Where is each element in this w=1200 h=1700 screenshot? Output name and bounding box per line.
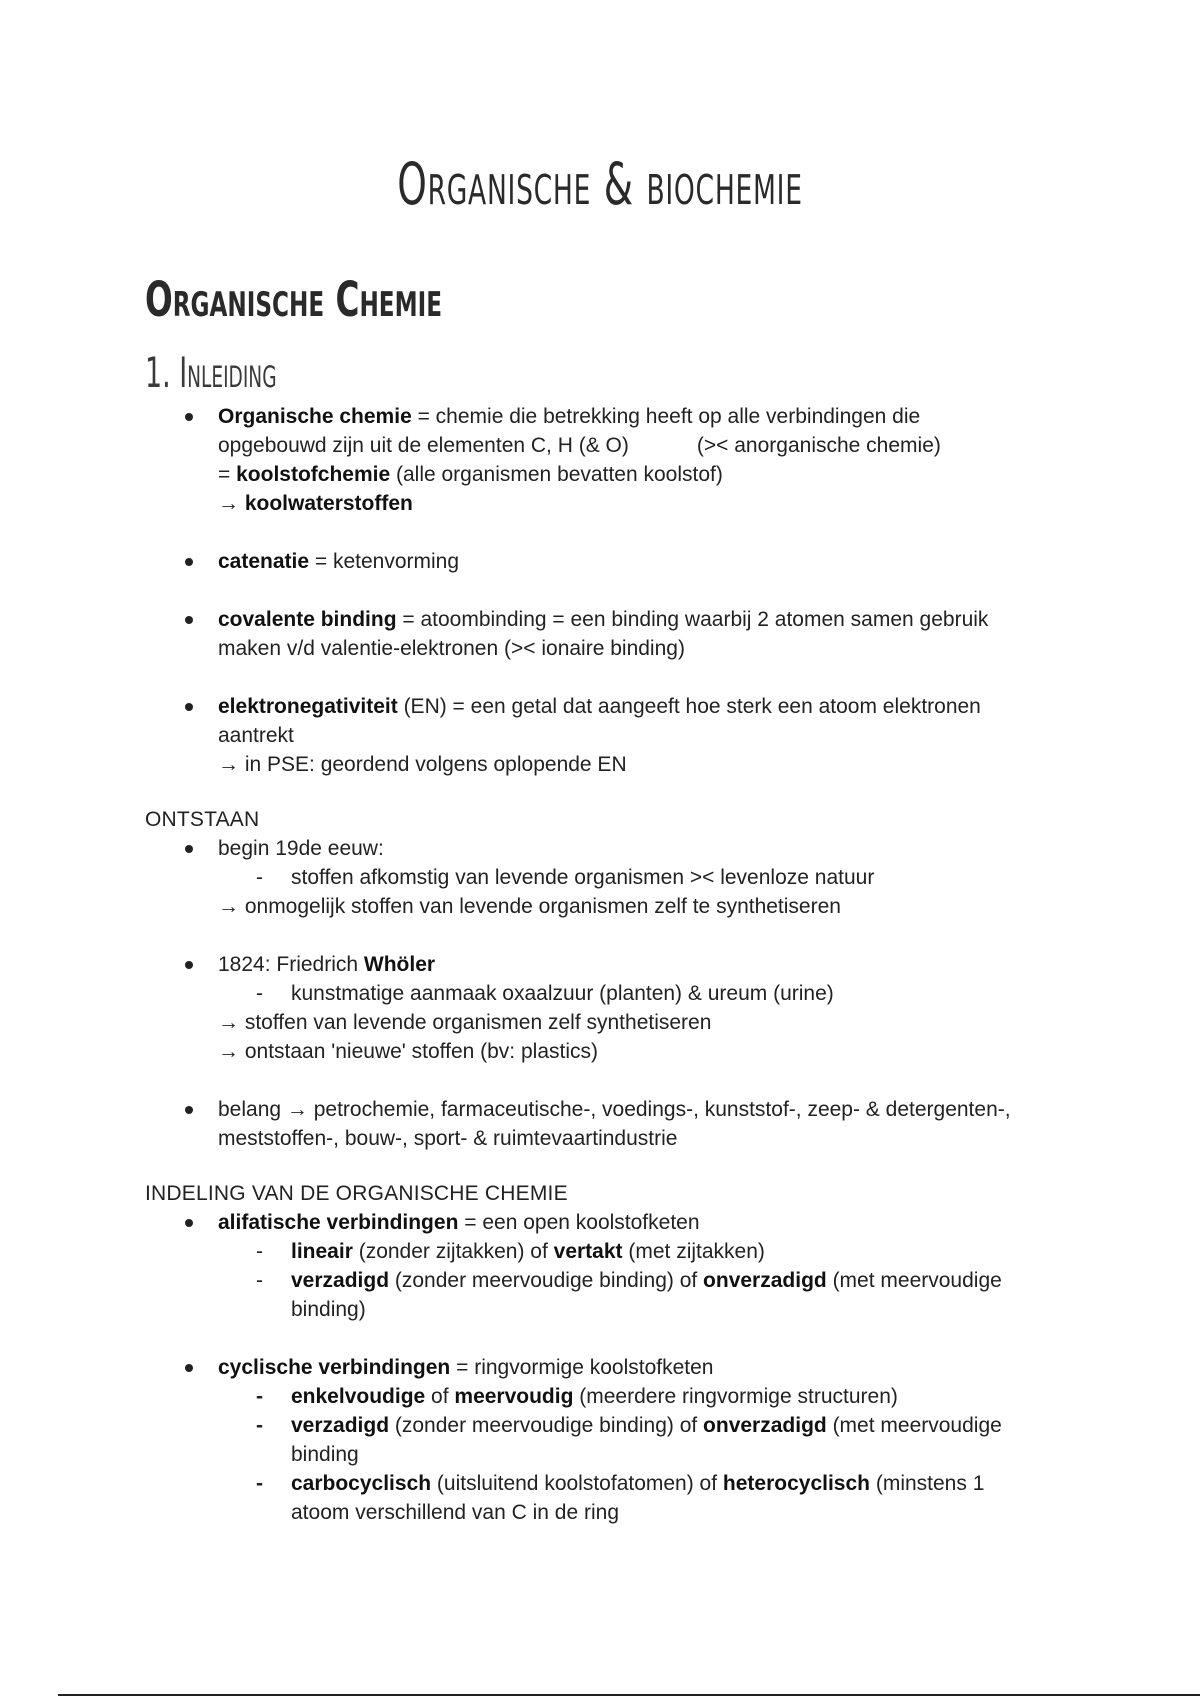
term-catenatie: catenatie <box>218 550 310 573</box>
term-alifatische-verbindingen: alifatische verbindingen <box>218 1211 459 1234</box>
name-whoeler: Whöler <box>363 953 436 976</box>
arrow-line: → onmogelijk stoffen van levende organismen zelf te synthetiseren <box>218 895 841 918</box>
def-line: = een open koolstofketen <box>458 1211 700 1234</box>
def-line: = atoombinding = een binding waarbij 2 atomen samen gebruik <box>396 608 989 631</box>
document-body <box>0 402 1200 1527</box>
contrast-note: (>< anorganische chemie) <box>696 434 941 457</box>
def-continuation: aantrekt <box>218 724 294 747</box>
def-prefix: = <box>218 463 237 486</box>
sub-text: (meerdere ringvormige structuren) <box>573 1385 898 1408</box>
bullet-catenatie <box>0 547 1200 576</box>
sub-text: (uitsluitend koolstofatomen) of <box>431 1472 723 1495</box>
term-lineair: lineair <box>291 1240 353 1263</box>
term-carbocyclisch: carbocyclisch <box>291 1472 432 1495</box>
term-cyclische-verbindingen: cyclische verbindingen <box>218 1356 451 1379</box>
term-covalente-binding: covalente binding <box>218 608 397 631</box>
sub-item-lineair-vertakt <box>0 1237 1200 1266</box>
term-onverzadigd: onverzadigd <box>703 1414 827 1437</box>
term-enkelvoudige: enkelvoudige <box>291 1385 426 1408</box>
sub-text: (met meervoudige <box>826 1269 1002 1292</box>
bullet-text: 1824: Friedrich <box>218 953 364 976</box>
def-continuation <box>0 489 1200 518</box>
term-heterocyclisch: heterocyclisch <box>722 1472 870 1495</box>
sub-text: atoom verschillend van C in de ring <box>291 1501 620 1524</box>
sub-item-verzadigd <box>0 1266 1200 1324</box>
term-vertakt: vertakt <box>553 1240 623 1263</box>
arrow-prefix: → <box>218 492 245 515</box>
sub-text: (met meervoudige <box>826 1414 1002 1437</box>
sub-text: of <box>425 1385 455 1408</box>
sub-item-enkelvoudig <box>0 1382 1200 1411</box>
bottom-divider <box>58 1694 1200 1696</box>
def-line: (alle organismen bevatten koolstof) <box>390 463 723 486</box>
sub-text: (zonder zijtakken) of <box>352 1240 554 1263</box>
heading-inleiding: 1. Inleiding <box>145 348 277 397</box>
arrow-line: → stoffen van levende organismen zelf synthetiseren <box>218 1011 712 1034</box>
heading-organische-chemie: Organische Chemie <box>145 272 443 328</box>
sub-text: binding <box>291 1443 359 1466</box>
bullet-cyclische-verbindingen <box>0 1353 1200 1382</box>
def-continuation: maken v/d valentie-elektronen (>< ionaire binding) <box>218 637 685 660</box>
sub-item-carbocyclisch <box>0 1469 1200 1527</box>
section-label-indeling: INDELING VAN DE ORGANISCHE CHEMIE <box>145 1182 568 1205</box>
bullet-elektronegativiteit <box>0 692 1200 721</box>
term-meervoudig: meervoudig <box>454 1385 574 1408</box>
def-continuation <box>0 431 1200 460</box>
bullet-begin-19de-eeuw: begin 19de eeuw: <box>0 834 1200 863</box>
def-continuation: meststoffen-, bouw-, sport- & ruimtevaartindustrie <box>218 1127 678 1150</box>
def-line: (EN) = een getal dat aangeeft hoe sterk een atoom elektronen <box>397 695 981 718</box>
def-line: = chemie die betrekking heeft op alle verbindingen die <box>411 405 921 428</box>
def-line: = ringvormige koolstofketen <box>450 1356 714 1379</box>
sub-text: binding) <box>291 1298 366 1321</box>
sub-text: (met zijtakken) <box>622 1240 765 1263</box>
arrow-line: → ontstaan 'nieuwe' stoffen (bv: plastics) <box>218 1040 598 1063</box>
term-organische-chemie: Organische chemie <box>218 405 412 428</box>
bullet-1824-whoeler <box>0 950 1200 979</box>
sub-item: - kunstmatige aanmaak oxaalzuur (planten) & ureum (urine) <box>0 979 1200 1008</box>
term-elektronegativiteit: elektronegativiteit <box>218 695 398 718</box>
bullet-covalente-binding <box>0 605 1200 634</box>
section-label-ontstaan: ONTSTAAN <box>145 808 260 831</box>
term-koolwaterstoffen: koolwaterstoffen <box>244 492 413 515</box>
document-title: Organische & biochemie <box>397 150 803 218</box>
sub-text: (zonder meervoudige binding) of <box>389 1269 704 1292</box>
sub-item: - stoffen afkomstig van levende organismen >< levenloze natuur <box>0 863 1200 892</box>
term-onverzadigd: onverzadigd <box>703 1269 827 1292</box>
def-continuation: → in PSE: geordend volgens oplopende EN <box>218 753 627 776</box>
def-line: = ketenvorming <box>309 550 460 573</box>
def-continuation <box>0 460 1200 489</box>
def-line: opgebouwd zijn uit de elementen C, H (& O) <box>218 434 629 457</box>
term-koolstofchemie: koolstofchemie <box>236 463 391 486</box>
bullet-alifatische-verbindingen <box>0 1208 1200 1237</box>
bullet-belang: belang → petrochemie, farmaceutische-, voedings-, kunststof-, zeep- & detergenten-, <box>0 1095 1200 1124</box>
bullet-organische-chemie <box>0 402 1200 431</box>
term-verzadigd: verzadigd <box>291 1269 390 1292</box>
sub-text: (zonder meervoudige binding) of <box>389 1414 704 1437</box>
sub-item-verzadigd-cyclisch <box>0 1411 1200 1469</box>
term-verzadigd: verzadigd <box>291 1414 390 1437</box>
sub-text: (minstens 1 <box>870 1472 985 1495</box>
